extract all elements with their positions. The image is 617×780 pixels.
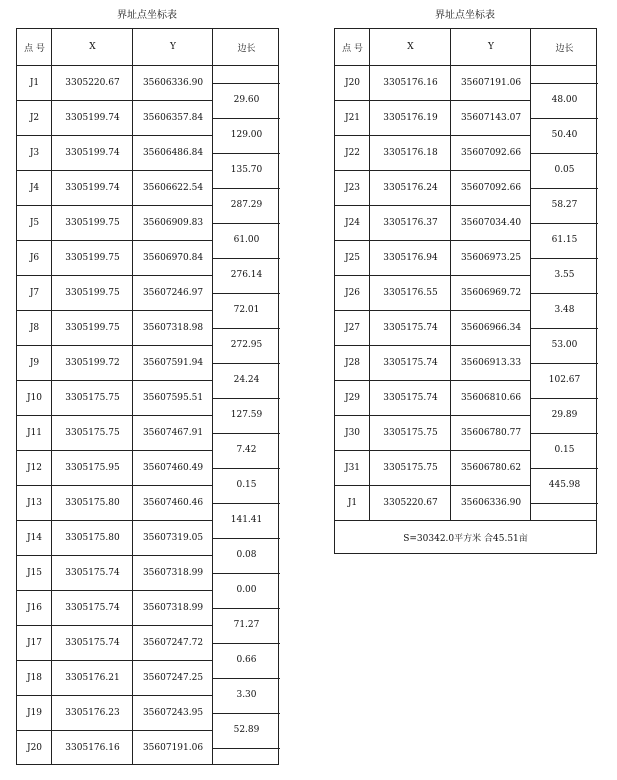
header-x: X [407,42,414,52]
table-row [335,205,531,240]
x-coordinate-cell: 3305176.18 [383,147,438,158]
y-coordinate-cell: 35606913.33 [460,357,522,368]
table-row [17,240,213,275]
x-coordinate-cell: 3305176.21 [65,672,120,683]
x-coordinate-cell: 3305199.74 [65,112,120,123]
x-coordinate-cell: 3305175.75 [65,392,120,403]
side-length-cell: 29.60 [233,95,260,105]
table-row [335,415,531,450]
point-id-cell: J1 [347,497,358,508]
table-row [335,310,531,345]
y-coordinate-cell: 35606966.34 [460,322,522,333]
table-row [17,485,213,520]
x-coordinate-cell: 3305199.72 [65,357,120,368]
x-coordinate-cell: 3305175.74 [65,567,120,578]
point-id-cell: J26 [344,287,361,298]
table-row [17,695,213,730]
y-coordinate-cell: 35606357.84 [142,112,204,123]
point-id-cell: J31 [344,462,361,473]
side-length-cell: 272.95 [230,340,263,350]
right-coordinate-table [334,28,597,554]
y-coordinate-cell: 35606486.84 [142,147,204,158]
side-length-cell: 61.15 [551,235,578,245]
side-length-cell: 50.40 [551,130,578,140]
row-divider [335,170,531,171]
table-row [17,590,213,625]
row-divider [17,100,213,101]
point-id-cell: J11 [26,427,43,438]
table-row [335,275,531,310]
table-row [335,135,531,170]
x-coordinate-cell: 3305176.16 [65,742,120,753]
point-id-cell: J5 [29,217,40,228]
row-divider [17,450,213,451]
table-row [335,450,531,485]
side-length-cell: 0.00 [236,585,257,595]
side-length-cell: 141.41 [230,515,263,525]
x-coordinate-cell: 3305175.75 [65,427,120,438]
y-coordinate-cell: 35606780.77 [460,427,522,438]
y-coordinate-cell: 35607092.66 [460,182,522,193]
y-coordinate-cell: 35607034.40 [460,217,522,228]
side-length-cell: 52.89 [233,725,260,735]
table-row [335,65,531,100]
side-length-cell: 0.05 [554,165,575,175]
y-coordinate-cell: 35607591.94 [142,357,204,368]
side-length-cell: 127.59 [230,410,263,420]
y-coordinate-cell: 35607191.06 [460,77,522,88]
point-id-cell: J2 [29,112,40,123]
point-id-cell: J8 [29,322,40,333]
x-coordinate-cell: 3305175.75 [383,427,438,438]
point-id-cell: J16 [26,602,43,613]
table-row [335,485,531,520]
y-coordinate-cell: 35607319.05 [142,532,204,543]
x-coordinate-cell: 3305175.74 [383,357,438,368]
area-summary: S=30342.0平方米 合45.51亩 [335,520,596,553]
row-divider [335,485,531,486]
row-divider [17,485,213,486]
header-y: Y [488,42,494,52]
x-coordinate-cell: 3305220.67 [65,77,120,88]
row-divider [335,415,531,416]
point-id-cell: J6 [29,252,40,263]
x-coordinate-cell: 3305176.94 [383,252,438,263]
point-id-cell: J22 [344,147,361,158]
left-table-title: 界址点坐标表 [117,10,177,21]
side-length-cell: 0.15 [236,480,257,490]
table-row [335,380,531,415]
x-coordinate-cell: 3305199.75 [65,217,120,228]
y-coordinate-cell: 35606336.90 [142,77,204,88]
y-coordinate-cell: 35606969.72 [460,287,522,298]
x-coordinate-cell: 3305175.74 [383,392,438,403]
row-divider [335,380,531,381]
table-row [17,205,213,240]
row-divider [335,450,531,451]
side-length-cell: 3.30 [236,690,257,700]
y-coordinate-cell: 35607247.72 [142,637,204,648]
side-length-cell: 445.98 [548,480,581,490]
row-divider [17,730,213,731]
row-divider [17,660,213,661]
right-table-title: 界址点坐标表 [435,10,495,21]
y-coordinate-cell: 35607243.95 [142,707,204,718]
side-length-cell: 58.27 [551,200,578,210]
table-row [17,730,213,765]
table-row [335,240,531,275]
x-coordinate-cell: 3305199.75 [65,287,120,298]
header-point: 点 号 [342,43,363,54]
side-length-cell: 48.00 [551,95,578,105]
table-header [335,29,596,66]
x-coordinate-cell: 3305199.75 [65,252,120,263]
side-divider [531,503,598,504]
row-divider [335,345,531,346]
row-divider [17,520,213,521]
y-coordinate-cell: 35607092.66 [460,147,522,158]
x-coordinate-cell: 3305176.23 [65,707,120,718]
row-divider [17,205,213,206]
side-length-cell: 7.42 [236,445,257,455]
x-coordinate-cell: 3305175.95 [65,462,120,473]
y-coordinate-cell: 35607595.51 [142,392,204,403]
x-coordinate-cell: 3305220.67 [383,497,438,508]
point-id-cell: J19 [26,707,43,718]
row-divider [335,310,531,311]
point-id-cell: J18 [26,672,43,683]
header-point: 点 号 [24,43,45,54]
point-id-cell: J17 [26,637,43,648]
side-length-cell: 24.24 [233,375,260,385]
point-id-cell: J12 [26,462,43,473]
point-id-cell: J14 [26,532,43,543]
row-divider [17,380,213,381]
point-id-cell: J24 [344,217,361,228]
point-id-cell: J20 [26,742,43,753]
y-coordinate-cell: 35607246.97 [142,287,204,298]
point-id-cell: J29 [344,392,361,403]
y-coordinate-cell: 35607460.46 [142,497,204,508]
table-row [17,520,213,555]
y-coordinate-cell: 35606970.84 [142,252,204,263]
y-coordinate-cell: 35607247.25 [142,672,204,683]
y-coordinate-cell: 35606622.54 [142,182,204,193]
x-coordinate-cell: 3305175.74 [65,602,120,613]
x-coordinate-cell: 3305176.16 [383,77,438,88]
point-id-cell: J28 [344,357,361,368]
y-coordinate-cell: 35606973.25 [460,252,522,263]
table-row [17,380,213,415]
point-id-cell: J23 [344,182,361,193]
row-divider [17,555,213,556]
point-id-cell: J4 [29,182,40,193]
x-coordinate-cell: 3305175.80 [65,532,120,543]
table-row [335,100,531,135]
row-divider [17,240,213,241]
x-coordinate-cell: 3305199.74 [65,147,120,158]
table-row [17,310,213,345]
row-divider [17,170,213,171]
y-coordinate-cell: 35607467.91 [142,427,204,438]
y-coordinate-cell: 35607191.06 [142,742,204,753]
side-length-cell: 3.48 [554,305,575,315]
x-coordinate-cell: 3305175.74 [383,322,438,333]
table-row [17,170,213,205]
x-coordinate-cell: 3305175.74 [65,637,120,648]
row-divider [17,310,213,311]
table-row [17,135,213,170]
x-coordinate-cell: 3305176.19 [383,112,438,123]
table-row [17,100,213,135]
table-row [17,555,213,590]
header-y: Y [170,42,176,52]
side-length-cell: 135.70 [230,165,263,175]
row-divider [335,135,531,136]
y-coordinate-cell: 35607460.49 [142,462,204,473]
point-id-cell: J1 [29,77,40,88]
table-row [17,625,213,660]
table-header [17,29,278,66]
table-row [17,65,213,100]
side-length-cell: 29.89 [551,410,578,420]
point-id-cell: J15 [26,567,43,578]
point-id-cell: J20 [344,77,361,88]
side-length-cell: 276.14 [230,270,263,280]
point-id-cell: J13 [26,497,43,508]
y-coordinate-cell: 35606336.90 [460,497,522,508]
row-divider [17,695,213,696]
y-coordinate-cell: 35606810.66 [460,392,522,403]
y-coordinate-cell: 35607318.99 [142,567,204,578]
side-divider [213,748,280,749]
row-divider [335,205,531,206]
table-row [17,660,213,695]
y-coordinate-cell: 35606909.83 [142,217,204,228]
side-length-cell: 287.29 [230,200,263,210]
side-length-cell: 53.00 [551,340,578,350]
row-divider [17,135,213,136]
x-coordinate-cell: 3305176.24 [383,182,438,193]
table-row [17,345,213,380]
side-length-cell: 102.67 [548,375,581,385]
side-length-cell: 129.00 [230,130,263,140]
point-id-cell: J25 [344,252,361,263]
y-coordinate-cell: 35607143.07 [460,112,522,123]
header-side: 边长 [555,43,574,54]
header-side: 边长 [237,43,256,54]
left-coordinate-table [16,28,279,765]
row-divider [335,275,531,276]
table-row [335,170,531,205]
side-length-cell: 0.15 [554,445,575,455]
row-divider [17,625,213,626]
point-id-cell: J9 [29,357,40,368]
row-divider [335,100,531,101]
row-divider [17,590,213,591]
row-divider [17,345,213,346]
row-divider [17,415,213,416]
side-length-cell: 61.00 [233,235,260,245]
row-divider [17,275,213,276]
point-id-cell: J21 [344,112,361,123]
x-coordinate-cell: 3305175.75 [383,462,438,473]
side-length-cell: 3.55 [554,270,575,280]
y-coordinate-cell: 35607318.98 [142,322,204,333]
point-id-cell: J7 [29,287,40,298]
y-coordinate-cell: 35606780.62 [460,462,522,473]
table-row [17,415,213,450]
point-id-cell: J10 [26,392,43,403]
point-id-cell: J3 [29,147,40,158]
x-coordinate-cell: 3305199.75 [65,322,120,333]
table-row [17,450,213,485]
table-row [335,345,531,380]
x-coordinate-cell: 3305199.74 [65,182,120,193]
point-id-cell: J27 [344,322,361,333]
table-row [17,275,213,310]
y-coordinate-cell: 35607318.99 [142,602,204,613]
side-length-cell: 0.66 [236,655,257,665]
row-divider [335,240,531,241]
side-length-cell: 0.08 [236,550,257,560]
x-coordinate-cell: 3305176.55 [383,287,438,298]
x-coordinate-cell: 3305175.80 [65,497,120,508]
header-x: X [89,42,96,52]
point-id-cell: J30 [344,427,361,438]
x-coordinate-cell: 3305176.37 [383,217,438,228]
side-length-cell: 72.01 [233,305,260,315]
side-length-cell: 71.27 [233,620,260,630]
